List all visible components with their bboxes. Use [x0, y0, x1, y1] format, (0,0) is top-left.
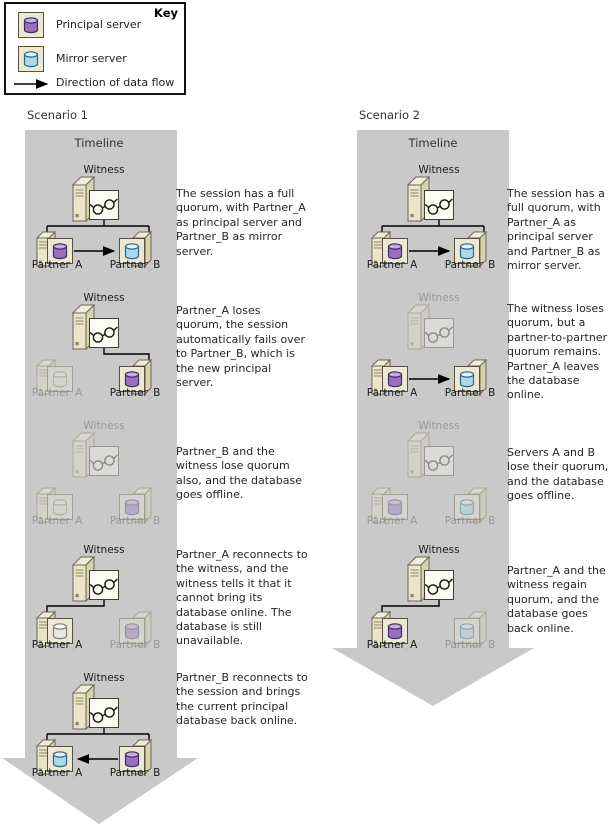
witness-server-icon: [73, 557, 119, 601]
witness-server-icon: [73, 305, 119, 349]
witness-label: Witness: [83, 672, 125, 684]
witness-server-icon: [73, 433, 119, 477]
witness-label: Witness: [418, 420, 460, 432]
partner-a-label: Partner_A: [31, 387, 83, 398]
witness-server-icon: [408, 433, 454, 477]
scenario2-stage-3-description: Servers A and B lose their quorum, and the database goes offline.: [507, 446, 609, 503]
scenario2-stage-2-description: The witness loses quorum, but a partner-to-partner quorum remains. Partner_A leaves the database online.: [507, 302, 608, 402]
scenario1-stage-5: [21, 666, 181, 778]
scenario2-stage-2: [356, 286, 516, 398]
partner-a-label: Partner_A: [31, 515, 83, 526]
key-label-data-flow: Direction of data flow: [56, 76, 175, 89]
partner-a-label: Partner_A: [366, 259, 418, 270]
partner-b-label: Partner_B: [109, 259, 161, 270]
partner-a-label: Partner_A: [31, 639, 83, 650]
scenario1-stage-3-description: Partner_B and the witness lose quorum also, and the database goes offline.: [176, 445, 302, 502]
scenario1-stage-4: [21, 538, 181, 650]
scenario1-stage-5-description: Partner_B reconnects to the session and brings the current principal database back online.: [176, 671, 308, 728]
scenario2-timeline-label: Timeline: [408, 136, 458, 150]
scenario2-stage-3: [356, 414, 516, 526]
key-title: Key: [153, 6, 178, 20]
scenario2-stage-4-description: Partner_A and the witness regain quorum, and the database goes back online.: [507, 564, 606, 635]
witness-label: Witness: [83, 544, 125, 556]
scenario2-stage-1: [356, 158, 516, 270]
partner-b-label: Partner_B: [109, 515, 161, 526]
key-label-mirror: Mirror server: [56, 52, 127, 65]
scenario1-stage-4-description: Partner_A reconnects to the witness, and the witness tells it that it cannot bring its database online. The database is still unavailable.: [176, 548, 308, 648]
scenario1-stage-3: [21, 414, 181, 526]
partner-a-label: Partner_A: [366, 387, 418, 398]
scenario1-stage-1: [21, 158, 181, 270]
partner-b-label: Partner_B: [109, 639, 161, 650]
mirror-server-icon: [18, 46, 44, 72]
witness-label: Witness: [418, 164, 460, 176]
witness-server-icon: [73, 177, 119, 221]
scenario1-timeline-label: Timeline: [74, 136, 124, 150]
witness-server-icon: [408, 305, 454, 349]
partner-b-label: Partner_B: [109, 387, 161, 398]
scenario1-stage-2: [21, 286, 181, 398]
witness-label: Witness: [83, 292, 125, 304]
scenario2-stage-4: [356, 538, 516, 650]
scenario1-stage-1-description: The session has a full quorum, with Partner_A as principal server and Partner_B as mirror server.: [176, 187, 306, 258]
witness-server-icon: [408, 177, 454, 221]
key-label-principal: Principal server: [56, 18, 142, 31]
quorum-connection-lines: [104, 348, 149, 360]
key-legend: [4, 2, 186, 95]
quorum-connection-lines: [47, 728, 149, 740]
partner-b-label: Partner_B: [444, 387, 496, 398]
partner-a-label: Partner_A: [31, 259, 83, 270]
partner-a-label: Partner_A: [31, 767, 83, 778]
partner-b-label: Partner_B: [444, 639, 496, 650]
quorum-connection-lines: [47, 600, 104, 612]
partner-b-label: Partner_B: [444, 259, 496, 270]
partner-a-label: Partner_A: [366, 639, 418, 650]
witness-label: Witness: [83, 420, 125, 432]
data-flow-arrow-icon: [14, 79, 56, 89]
scenario2-stage-1-description: The session has a full quorum, with Partner_A as principal server and Partner_B as mirror server.: [507, 187, 605, 273]
witness-label: Witness: [83, 164, 125, 176]
partner-a-label: Partner_A: [366, 515, 418, 526]
partner-b-label: Partner_B: [109, 767, 161, 778]
witness-server-icon: [408, 557, 454, 601]
witness-server-icon: [73, 685, 119, 729]
quorum-connection-lines: [382, 600, 439, 612]
quorum-connection-lines: [47, 220, 149, 232]
witness-label: Witness: [418, 544, 460, 556]
scenario1-stage-2-description: Partner_A loses quorum, the session automatically fails over to Partner_B, which is the new principal server.: [176, 304, 305, 390]
quorum-connection-lines: [382, 220, 484, 232]
scenario2-title: Scenario 2: [359, 108, 420, 122]
principal-server-icon: [18, 12, 44, 38]
scenario1-title: Scenario 1: [27, 108, 88, 122]
witness-label: Witness: [418, 292, 460, 304]
partner-b-label: Partner_B: [444, 515, 496, 526]
